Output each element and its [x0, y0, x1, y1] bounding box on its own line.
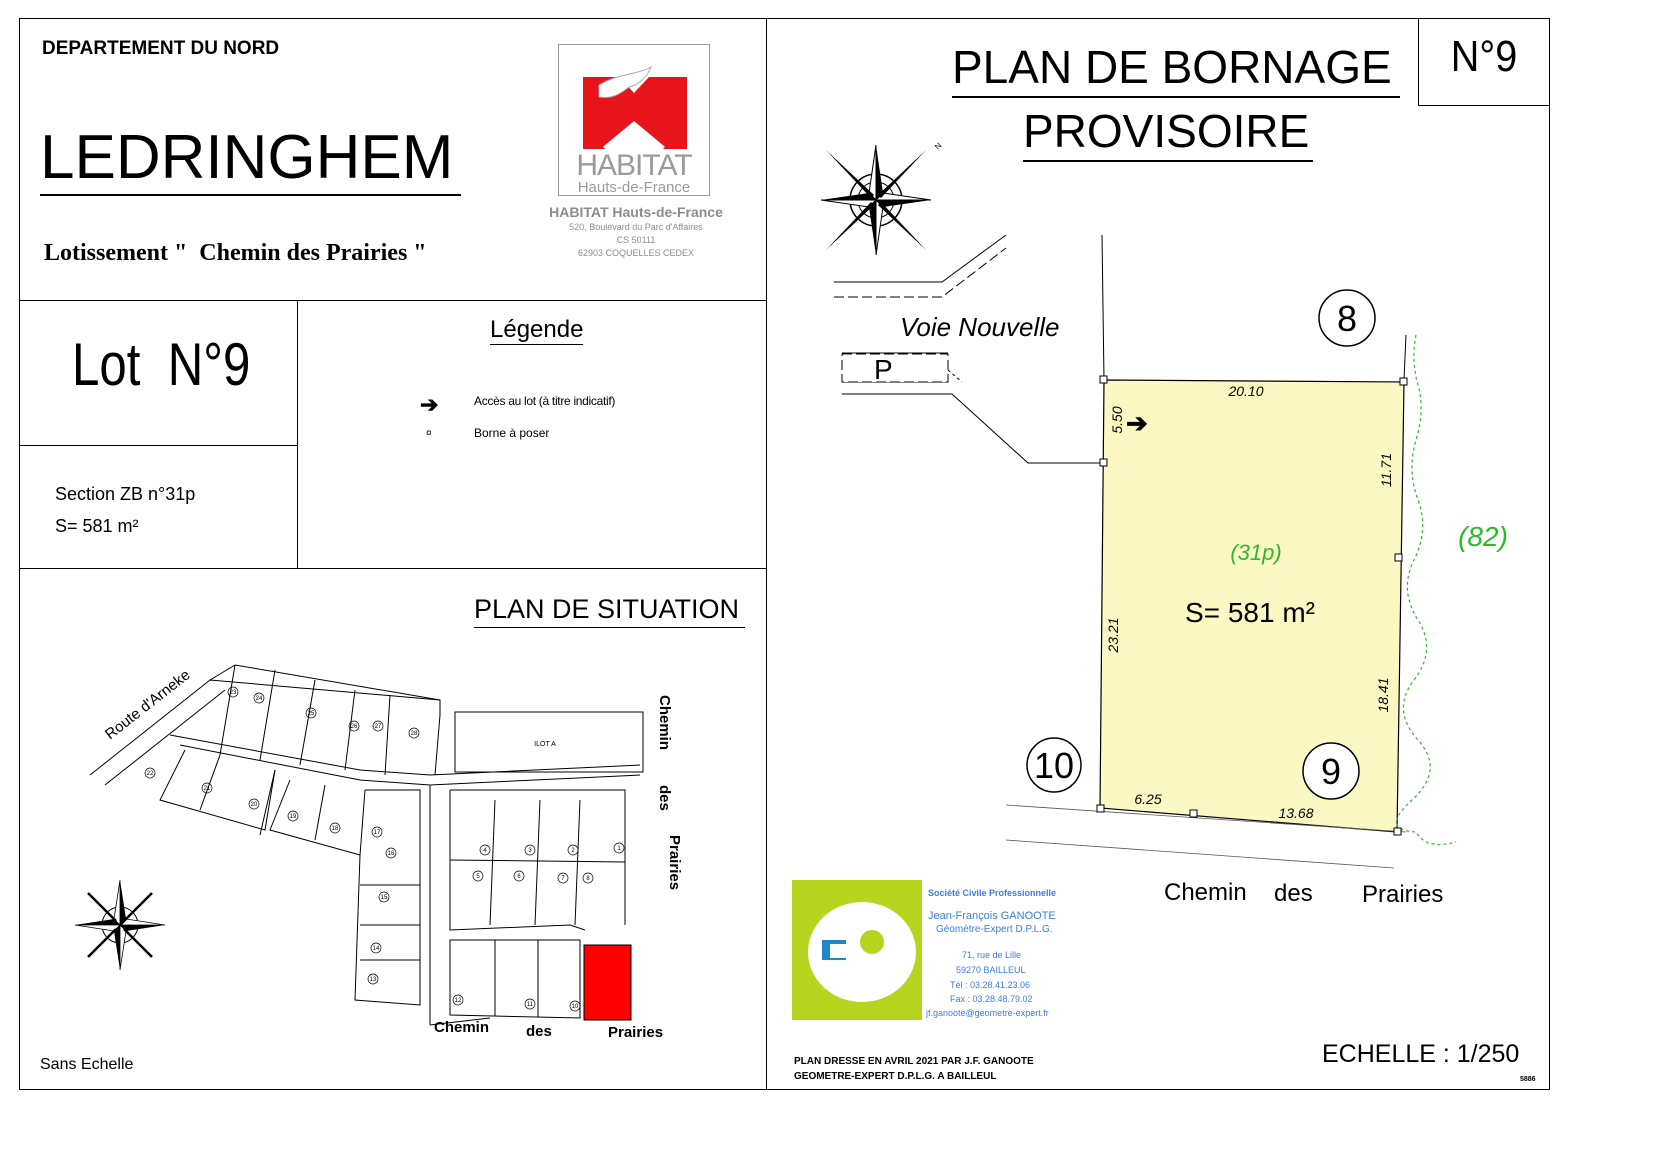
road-label: des [656, 785, 673, 811]
legend-title: Légende [490, 316, 584, 343]
compass-rose-icon [821, 141, 944, 255]
lot-number: 23 [229, 690, 237, 696]
sheet-ref: 5886 [1520, 1076, 1536, 1083]
lot-number: 5 [476, 874, 480, 880]
owner-logo [558, 44, 710, 196]
compass-rose-icon [75, 880, 165, 970]
dim-right-lower: 18.41 [1375, 677, 1391, 713]
lot-title: Lot N°9 [72, 331, 251, 398]
surveyor-address-1: 71, rue de Lille [962, 950, 1022, 960]
plan-title: PLAN DE BORNAGE [952, 40, 1400, 98]
department-label: DEPARTEMENT DU NORD [42, 38, 280, 59]
lot-number: 8 [586, 876, 590, 882]
sheet-number: N°9 [1450, 32, 1518, 81]
divider [19, 568, 767, 569]
street-new-label: Voie Nouvelle [900, 312, 1060, 342]
road-label: Chemin [656, 695, 673, 751]
dim-bottom-left: 6.25 [1134, 791, 1162, 807]
svg-text:N: N [933, 140, 944, 152]
situation-map [60, 640, 700, 1060]
dim-right-upper: 11.71 [1378, 453, 1394, 487]
legend-item-label: Accès au lot (à titre indicatif) [474, 394, 616, 408]
lot-number: 3 [528, 848, 532, 854]
situation-title: PLAN DE SITUATION [474, 594, 745, 628]
lot-number: 16 [387, 851, 395, 857]
surveyor-address-2: 59270 BAILLEUL [956, 965, 1026, 975]
plan-subtitle: PROVISOIRE [1023, 104, 1313, 162]
lot-number: 18 [331, 826, 339, 832]
lot-number: 7 [561, 876, 565, 882]
footer-line-2: GEOMETRE-EXPERT D.P.L.G. A BAILLEUL [794, 1071, 997, 1082]
lot-number: 22 [146, 771, 154, 777]
logo-text-1: HABITAT [576, 149, 692, 182]
road-label: Prairies [666, 835, 683, 891]
lot-number: 12 [454, 998, 462, 1004]
lot-number: 27 [374, 724, 382, 730]
divider [19, 300, 767, 301]
section-label: Section ZB n°31p [55, 484, 196, 504]
parcel-surface: S= 581 m² [1185, 597, 1315, 628]
parcel-ref: (31p) [1230, 540, 1282, 565]
divider [297, 300, 298, 568]
subdivision-label: Lotissement " Chemin des Prairies " [44, 240, 427, 266]
scale-label: ECHELLE : 1/250 [1322, 1040, 1520, 1068]
owner-name: HABITAT Hauts-de-France [549, 204, 723, 220]
lot-number: 11 [526, 1002, 534, 1008]
footer-line-1: PLAN DRESSE EN AVRIL 2021 PAR J.F. GANOOTE [794, 1056, 1034, 1067]
lot-number: 6 [517, 874, 521, 880]
commune-title: LEDRINGHEM [40, 122, 461, 196]
street-label: des [1274, 880, 1313, 907]
road-label: Prairies [608, 1024, 664, 1041]
lot-number: 10 [571, 1004, 579, 1010]
ilot-label: ILOT A [534, 741, 556, 748]
lot-number: 13 [369, 977, 377, 983]
lot-number: 14 [372, 946, 380, 952]
divider [19, 445, 297, 446]
access-arrow-icon: ➔ [1126, 408, 1148, 438]
neighbor-10: 10 [1033, 745, 1075, 786]
lot-number: 25 [307, 711, 315, 717]
lot-number: 1 [617, 846, 621, 852]
logo-text-2: Hauts-de-France [577, 179, 691, 196]
owner-address-1: 520, Boulevard du Parc d'Affaires [569, 222, 703, 232]
lot-number: 24 [255, 696, 263, 702]
lot-number: 17 [373, 830, 381, 836]
surveyor-title: Géomètre-Expert D.P.L.G. [936, 924, 1053, 935]
lot-number: 19 [289, 814, 297, 820]
surveyor-email[interactable]: jf.ganoote@geometre-expert.fr [926, 1008, 1049, 1018]
neighbor-8: 8 [1336, 298, 1358, 339]
lot-number: 26 [350, 724, 358, 730]
dim-top: 20.10 [1228, 383, 1264, 399]
boundary-plan [766, 120, 1550, 920]
lot-number: 15 [380, 895, 388, 901]
arrow-right-icon: ➔ [420, 392, 439, 417]
surveyor-tel: Tél : 03.28.41.23.06 [950, 980, 1031, 990]
lot-number: 21 [203, 786, 211, 792]
dim-left-lower: 23.21 [1105, 617, 1121, 653]
street-label: Chemin [1164, 879, 1247, 906]
neighbor-9: 9 [1320, 751, 1342, 792]
surveyor-name: Jean-François GANOOTE [928, 910, 1056, 922]
legend-item-label: Borne à poser [474, 426, 550, 440]
surface-label: S= 581 m² [55, 516, 139, 536]
road-label: Route d'Arneke [101, 666, 194, 744]
road-label: des [526, 1023, 552, 1040]
dim-bottom-right: 13.68 [1278, 805, 1314, 821]
surveyor-logo [792, 880, 922, 1020]
surveyor-fax: Fax : 03.28.48.79.02 [950, 994, 1033, 1004]
owner-address-2: CS 50111 [616, 235, 656, 245]
scale-note: Sans Echelle [40, 1056, 134, 1073]
lot-number: 4 [483, 848, 487, 854]
lot-number: 20 [250, 802, 258, 808]
road-label: Chemin [434, 1019, 490, 1036]
lot-number: 28 [410, 731, 418, 737]
surveyor-company: Société Civile Professionnelle [928, 888, 1057, 898]
dim-left-upper: 5.50 [1109, 406, 1125, 434]
owner-address-3: 62903 COQUELLES CEDEX [577, 248, 695, 258]
parking-label: P [874, 354, 893, 385]
neighbor-ref: (82) [1458, 521, 1508, 552]
boundary-marker-icon: ¤ [426, 428, 432, 439]
lot-number: 2 [571, 848, 575, 854]
street-label: Prairies [1362, 881, 1444, 908]
